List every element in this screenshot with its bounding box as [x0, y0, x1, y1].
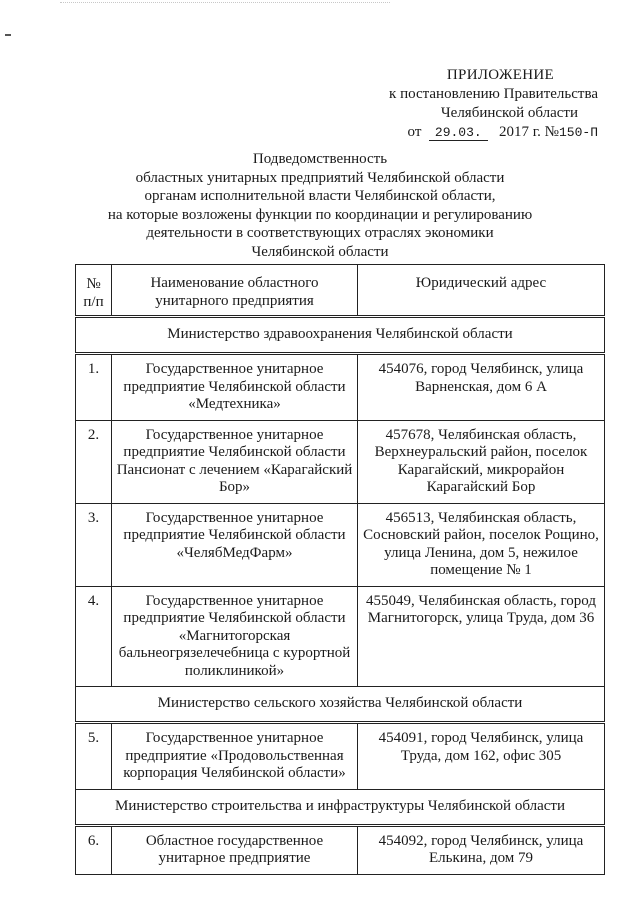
table-header-row [76, 265, 605, 317]
ministry-name: Министерство сельского хозяйства Челябинской области [76, 687, 605, 723]
table-row [76, 825, 605, 874]
enterprise-name: Государственное унитарное предприятие Челябинской области Пансионат с лечением «Карагайский Бор» [112, 420, 358, 503]
appendix-date-line [358, 123, 598, 142]
title-line-3: органам исполнительной власти Челябинской области, [144, 188, 496, 204]
header-number: № п/п [76, 265, 112, 317]
enterprise-name: Государственное унитарное предприятие Челябинской области «Медтехника» [112, 354, 358, 421]
header-name: Наименование областного унитарного предприятия [112, 265, 358, 317]
ministry-row [76, 789, 605, 825]
row-number: 5. [76, 723, 112, 790]
legal-address: 454076, город Челябинск, улица Варненская, дом 6 А [358, 354, 605, 421]
header-address: Юридический адрес [358, 265, 605, 317]
table-row [76, 723, 605, 790]
title-line-1: Подведомственность [252, 151, 388, 167]
enterprises-table [75, 264, 605, 875]
enterprise-name: Государственное унитарное предприятие Челябинской области «Магнитогорская бальнеогрязелечебница с курортной поликлиникой» [112, 586, 358, 687]
legal-address: 454091, город Челябинск, улица Труда, дом 162, офис 305 [358, 723, 605, 790]
ministry-row [76, 317, 605, 354]
document-title [70, 150, 570, 261]
table-row [76, 503, 605, 586]
title-line-4: на которые возложены функции по координации и регулированию [107, 206, 533, 223]
legal-address: 456513, Челябинская область, Сосновский район, поселок Рощино, улица Ленина, дом 5, нежилое помещение № 1 [358, 503, 605, 586]
appendix-block [358, 66, 598, 142]
row-number: 4. [76, 586, 112, 687]
title-line-2: областных унитарных предприятий Челябинской области [135, 169, 505, 186]
legal-address: 457678, Челябинская область, Верхнеуральский район, поселок Карагайский, микрорайон Карагайский Бор [358, 420, 605, 503]
title-line-6: Челябинской области [251, 243, 389, 260]
decree-number: 150-П [558, 125, 598, 140]
row-number: 1. [76, 354, 112, 421]
ministry-name: Министерство здравоохранения Челябинской области [76, 317, 605, 354]
enterprise-name: Государственное унитарное предприятие «Продовольственная корпорация Челябинской области» [112, 723, 358, 790]
title-line-5: деятельности в соответствующих отраслях экономики [146, 225, 494, 241]
scan-artifact [60, 2, 390, 7]
date-value: 29.03. [429, 125, 488, 141]
legal-address: 454092, город Челябинск, улица Елькина, дом 79 [358, 825, 605, 874]
enterprise-name: Государственное унитарное предприятие Челябинской области «ЧелябМедФарм» [112, 503, 358, 586]
ministry-name: Министерство строительства и инфраструктуры Челябинской области [76, 789, 605, 825]
appendix-line-2: Челябинской области [440, 105, 578, 121]
legal-address: 455049, Челябинская область, город Магнитогорск, улица Труда, дом 36 [358, 586, 605, 687]
row-number: 2. [76, 420, 112, 503]
table-row [76, 420, 605, 503]
enterprise-name: Областное государственное унитарное предприятие [112, 825, 358, 874]
date-prefix: от [407, 124, 422, 140]
table-row [76, 586, 605, 687]
ministry-row [76, 687, 605, 723]
year-text: 2017 г. № [498, 124, 559, 140]
appendix-heading: ПРИЛОЖЕНИЕ [446, 67, 554, 83]
table-row [76, 354, 605, 421]
margin-mark [5, 34, 11, 36]
row-number: 6. [76, 825, 112, 874]
appendix-line-1: к постановлению Правительства [389, 86, 598, 102]
row-number: 3. [76, 503, 112, 586]
